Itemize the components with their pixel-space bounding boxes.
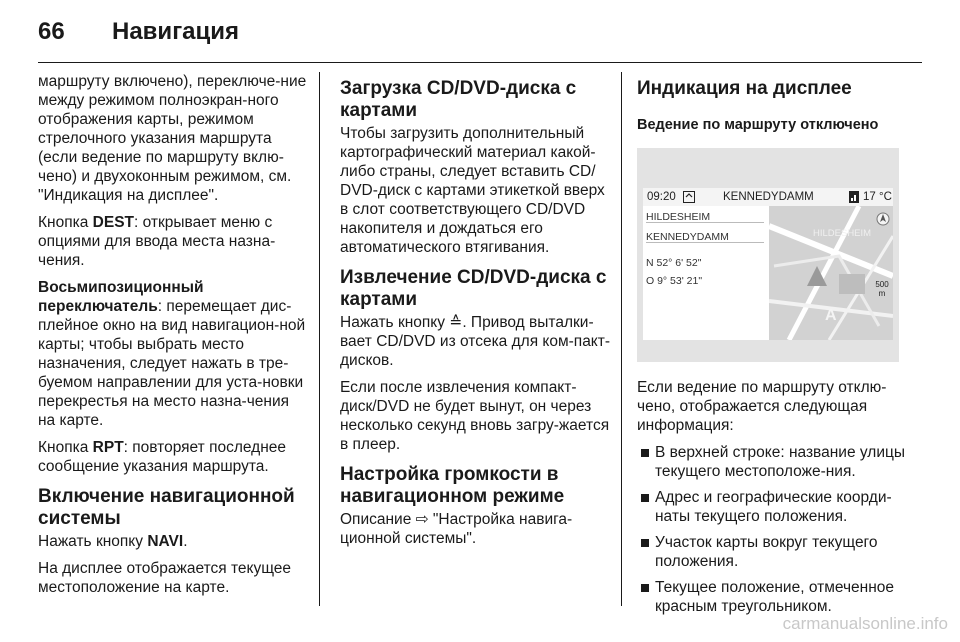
key-rpt: RPT (92, 439, 124, 456)
paragraph-navi (38, 532, 310, 551)
text: : открывает меню с опциями для ввода места назна-чения. (38, 214, 276, 269)
display-top-bar (643, 188, 893, 206)
page-number: 66 (38, 18, 65, 45)
north-arrow-icon (876, 212, 890, 226)
list-item: В верхней строке: название улицы текущего местоположе-ния. (637, 443, 913, 481)
signal-icon (849, 191, 859, 203)
section-heading: Индикация на дисплее (637, 78, 852, 99)
page-title: Навигация (112, 18, 240, 45)
text: : перемещает дис-плейное окно на вид навигацион-ной карты; чтобы выбрать место назначения, следует нажать в тре-буемом направлении для уста-новки перекрестья на место назна-чения на карте. (38, 298, 306, 429)
subsection-heading: Ведение по маршруту отключено (637, 117, 879, 133)
text: Нажать кнопку (340, 314, 450, 331)
key-dest: DEST (92, 214, 134, 231)
key-navi: NAVI (147, 533, 184, 550)
display-longitude: O 9° 53' 21" (646, 275, 703, 287)
display-latitude: N 52° 6' 52" (646, 257, 702, 269)
map-city-label: HILDESHEIM (813, 228, 872, 239)
text: Кнопка (38, 214, 93, 231)
list-item: Участок карты вокруг текущего положения. (637, 533, 913, 571)
list-item: Текущее положение, отмеченное красным треугольником. (637, 578, 913, 616)
display-address: KENNEDYDAMM (646, 228, 764, 243)
watermark: carmanualsonline.info (782, 614, 948, 633)
text: . (183, 533, 188, 550)
paragraph: Если ведение по маршруту отклю-чено, отображается следующая информация: (637, 379, 887, 434)
display-city: HILDESHEIM (646, 208, 764, 223)
column-3 (637, 72, 913, 623)
text: "Настройка навига-ционной системы". (340, 511, 573, 547)
column-divider (621, 72, 622, 606)
map-marker-label: A (825, 307, 837, 324)
paragraph: На дисплее отображается текущее местоположение на карте. (38, 560, 292, 596)
paragraph-dest (38, 213, 310, 270)
section-heading: Загрузка CD/DVD-диска с картами (340, 78, 577, 121)
text: Кнопка (38, 439, 93, 456)
column-1 (38, 72, 310, 605)
display-map (769, 206, 893, 340)
column-2 (340, 72, 612, 556)
navigation-display-illustration (637, 148, 899, 362)
section-heading: Извлечение CD/DVD-диска с картами (340, 267, 607, 310)
display-street: KENNEDYDAMM (723, 191, 814, 203)
map-scale: 500 m (875, 280, 889, 298)
section-heading: Настройка громкости в навигационном режиме (340, 464, 565, 507)
page-header (0, 0, 960, 64)
paragraph: Чтобы загрузить дополнительный картографический материал какой-либо страны, следует вставить CD/ DVD-диск с картами этикеткой вверх в слот соответствующего CD/DVD накопителя и дождаться его автоматического втягивания. (340, 125, 605, 256)
paragraph-eject (340, 313, 612, 370)
paragraph: Если после извлечения компакт-диск/DVD не будет вынут, он через несколько секунд вновь загру-жается в плеер. (340, 379, 610, 453)
bullet-list (637, 443, 913, 616)
display-time: 09:20 (647, 191, 676, 203)
text: . Привод выталки-вает CD/DVD из отсека для ком-пакт-дисков. (340, 314, 611, 369)
reference-arrow-icon: ⇨ (415, 510, 429, 528)
text: Нажать кнопку (38, 533, 148, 550)
header-rule (38, 62, 922, 63)
list-item: Адрес и географические коорди-наты текущего положения. (637, 488, 913, 526)
compass-icon (683, 191, 695, 203)
column-divider (319, 72, 320, 606)
display-info-panel (643, 206, 769, 340)
paragraph-switch (38, 278, 310, 430)
text: : повторяет последнее сообщение указания маршрута. (38, 439, 287, 475)
display-temperature: 17 °C (863, 191, 892, 203)
paragraph-volume (340, 510, 612, 548)
switch-label: Восьмипозиционный переключатель (38, 279, 204, 315)
text: Описание (340, 511, 416, 528)
paragraph: маршруту включено), переключе-ние между режимом полноэкран-ного отображения карты, режимом стрелочного указания маршрута (если ведение по маршруту вклю-чено) и двухоконным режимом, см. "Индикация на дисплее". (38, 73, 307, 204)
paragraph-rpt (38, 438, 310, 476)
section-heading: Включение навигационной системы (38, 486, 295, 529)
eject-icon: ≙ (449, 313, 463, 331)
